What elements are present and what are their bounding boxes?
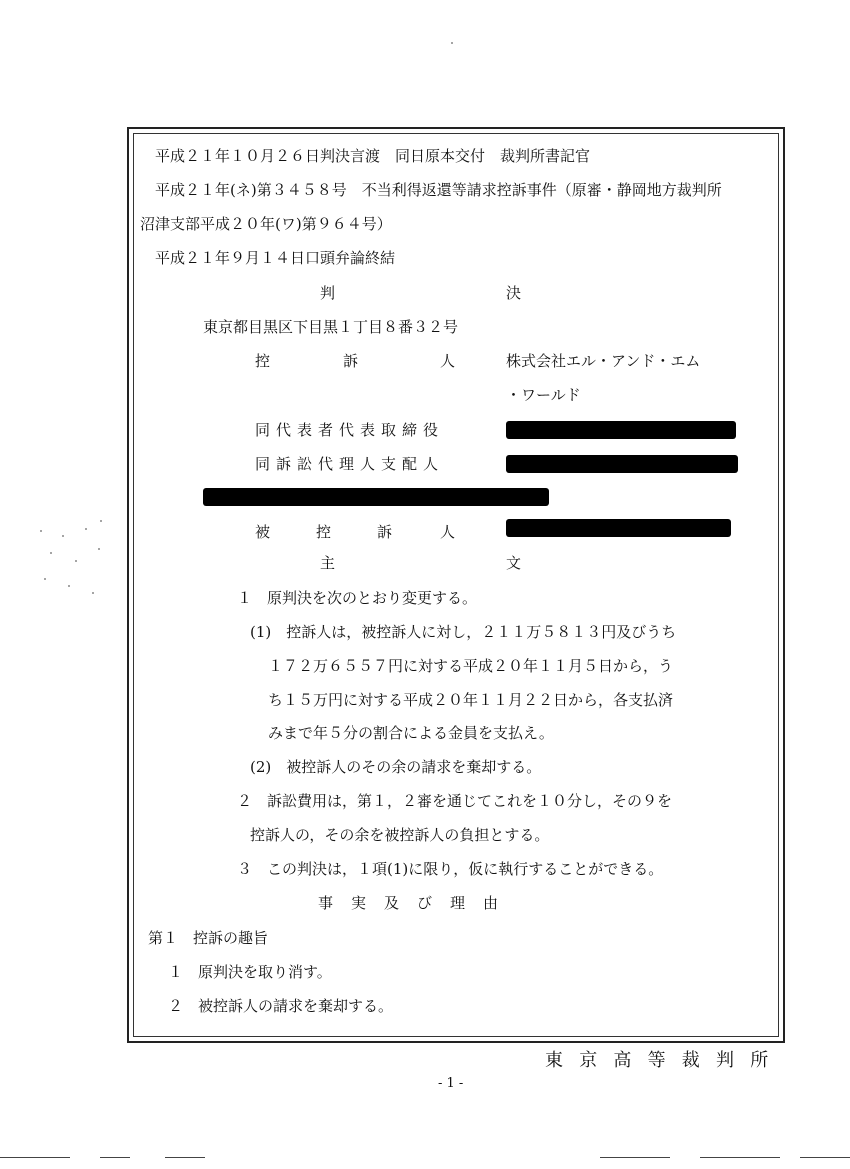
header-line-2: 平成２１年(ネ)第３４５８号 不当利得返還等請求控訴事件（原審・静岡地方裁判所 <box>155 181 722 199</box>
title-left: 判 <box>320 284 336 302</box>
header-line-4: 平成２１年９月１４日口頭弁論終結 <box>155 249 396 267</box>
appellant-address: 東京都目黒区下目黒１丁目８番３２号 <box>203 318 459 336</box>
order-item-2-line-a: ２ 訴訟費用は，第１，２審を通じてこれを１０分し，その９を <box>237 792 673 810</box>
scan-speck <box>68 585 70 587</box>
scan-speck <box>98 548 100 550</box>
section-1-item-2: ２ 被控訴人の請求を棄却する。 <box>168 997 394 1015</box>
scan-speck <box>44 578 46 580</box>
scan-speck <box>100 520 102 522</box>
section-1-heading: 第１ 控訴の趣旨 <box>148 929 269 947</box>
bottom-edge-line <box>800 1157 850 1158</box>
title-right: 決 <box>506 284 522 302</box>
bottom-edge-line <box>600 1157 670 1158</box>
bottom-edge-line <box>0 1157 70 1158</box>
appellant-name-line-2: ・ワールド <box>506 386 581 404</box>
appellee-label-char-1: 被 <box>255 523 271 541</box>
appellant-label-char-1: 控 <box>255 352 271 370</box>
section-1-item-1: １ 原判決を取り消す。 <box>168 963 332 981</box>
header-line-3: 沼津支部平成２０年(ワ)第９６４号） <box>140 215 392 233</box>
redaction-agent <box>506 455 738 473</box>
appellant-name-line-1: 株式会社エル・アンド・エム <box>506 352 701 370</box>
main-text-left: 主 <box>320 554 336 572</box>
order-item-1-1-line-b: １７２万６５５７円に対する平成２０年１１月５日から，う <box>268 657 674 675</box>
appellant-label-char-2: 訴 <box>343 352 359 370</box>
court-name: 東京高等裁判所 <box>545 1050 785 1071</box>
order-item-1-1-line-a: (1) 控訴人は，被控訴人に対し，２１１万５８１３円及びうち <box>250 623 677 641</box>
order-item-1-2: (2) 被控訴人のその余の請求を棄却する。 <box>250 758 542 776</box>
bottom-edge-line <box>100 1157 130 1158</box>
scan-speck <box>62 535 64 537</box>
scan-speck <box>92 592 94 594</box>
redaction-representative <box>506 421 736 439</box>
facts-heading: 事実及び理由 <box>318 894 517 912</box>
bottom-edge-line <box>700 1157 780 1158</box>
order-item-3: ３ この判決は，１項(1)に限り，仮に執行することができる。 <box>237 860 664 878</box>
order-item-1-1-line-c: ち１５万円に対する平成２０年１１月２２日から，各支払済 <box>268 691 674 709</box>
agent-label: 同訴訟代理人支配人 <box>255 455 445 473</box>
order-item-1: １ 原判決を次のとおり変更する。 <box>237 589 478 607</box>
appellee-label-char-3: 訴 <box>377 523 393 541</box>
bottom-edge-line <box>165 1157 205 1158</box>
appellant-label-char-3: 人 <box>440 352 456 370</box>
redaction-appellee <box>506 519 731 537</box>
order-item-2-line-b: 控訴人の，その余を被控訴人の負担とする。 <box>250 826 550 844</box>
redaction-agent-address <box>203 488 549 506</box>
scan-speck <box>75 560 77 562</box>
order-item-1-1-line-d: みまで年５分の割合による金員を支払え。 <box>268 724 554 742</box>
scan-speck <box>451 42 453 44</box>
page-number: - 1 - <box>438 1076 464 1091</box>
appellee-label-char-2: 控 <box>316 523 332 541</box>
appellee-label-char-4: 人 <box>440 523 456 541</box>
representative-label: 同代表者代表取締役 <box>255 421 445 439</box>
scan-speck <box>50 552 52 554</box>
header-line-1: 平成２１年１０月２６日判決言渡 同日原本交付 裁判所書記官 <box>155 147 591 165</box>
main-text-right: 文 <box>506 554 522 572</box>
scan-speck <box>85 528 87 530</box>
scan-speck <box>40 530 42 532</box>
